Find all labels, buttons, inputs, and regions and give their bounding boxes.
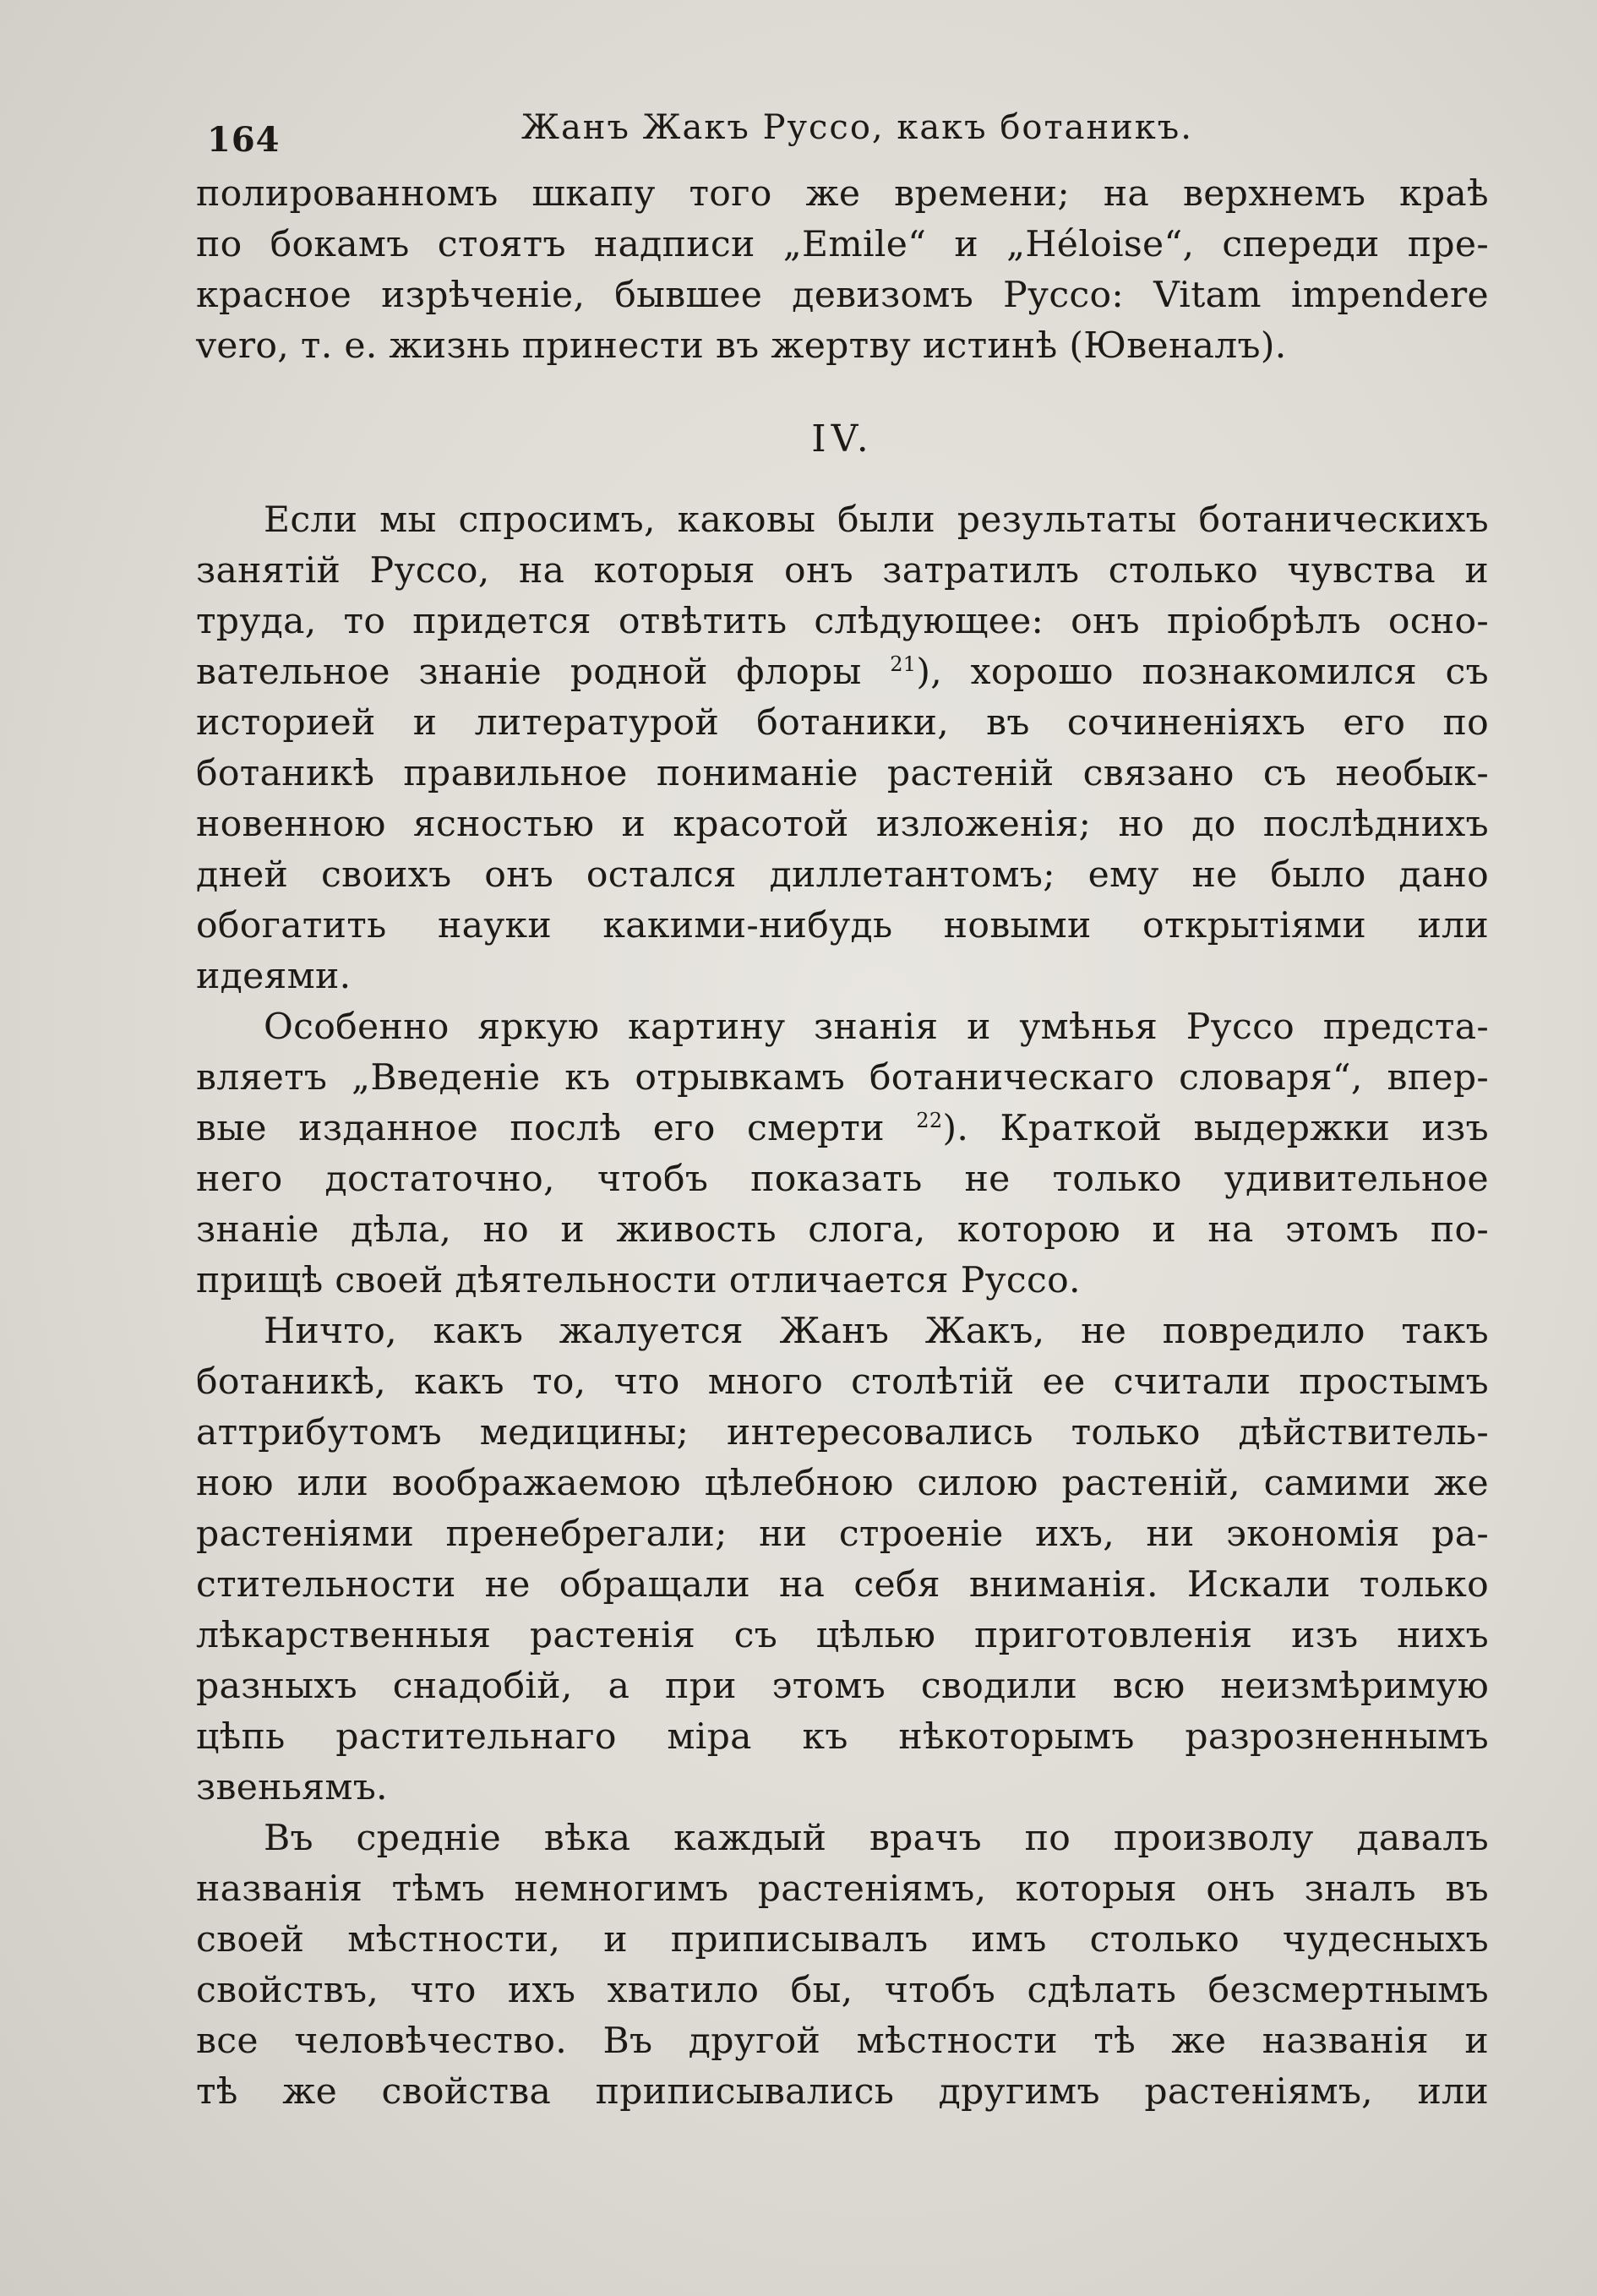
text-line: стительности не обращали на себя вниманія. Искали только xyxy=(196,1564,1489,1606)
footnote-ref: 21 xyxy=(890,652,917,676)
text-line: знаніе дѣла, но и живость слога, которою и на этомъ по- xyxy=(196,1209,1489,1251)
text-line: тѣ же свойства приписывались другимъ растеніямъ, или xyxy=(196,2071,1489,2113)
text-line: труда, то придется отвѣтить слѣдующее: онъ пріобрѣлъ осно- xyxy=(196,601,1489,642)
text-line: него достаточно, чтобъ показать не только удивительное xyxy=(196,1159,1489,1200)
text-line: названія тѣмъ немногимъ растеніямъ, которыя онъ зналъ въ xyxy=(196,1868,1489,1910)
text-line: историей и литературой ботаники, въ сочиненіяхъ его по xyxy=(196,702,1489,744)
text-line: ботаникѣ, какъ то, что много столѣтій ее считали простымъ xyxy=(196,1361,1489,1403)
text-line: новенною ясностью и красотой изложенія; но до послѣднихъ xyxy=(196,804,1489,845)
text-line: vero, т. е. жизнь принести въ жертву истинѣ (Ювеналъ). xyxy=(196,325,1287,367)
page-number: 164 xyxy=(207,120,281,160)
text-fragment: ), хорошо познакомился съ xyxy=(916,652,1489,693)
text-line: занятій Руссо, на которыя онъ затратилъ столько чувства и xyxy=(196,550,1489,592)
text-line: Если мы спросимъ, каковы были результаты ботаническихъ xyxy=(264,499,1489,541)
intro-paragraph xyxy=(196,169,1489,372)
text-line: звеньямъ. xyxy=(196,1767,388,1808)
text-line: растеніями пренебрегали; ни строеніе ихъ, ни экономія ра- xyxy=(196,1513,1489,1555)
text-line: обогатить науки какими-нибудь новыми открытіями или xyxy=(196,905,1489,946)
paragraph-introduction xyxy=(196,1002,1489,1306)
text-line: разныхъ снадобій, а при этомъ сводили всю неизмѣримую xyxy=(196,1666,1489,1707)
text-line: по бокамъ стоятъ надписи „Emile“ и „Héloise“, спереди пре- xyxy=(196,224,1489,265)
text-line: ною или воображаемою цѣлебною силою растеній, самими же xyxy=(196,1463,1489,1504)
text-line: красное изрѣченіе, бывшее девизомъ Руссо: Vitam impendere xyxy=(196,275,1489,316)
text-line-with-footnote xyxy=(196,1104,1489,1154)
text-line: идеями. xyxy=(196,956,352,997)
text-line: ботаникѣ правильное пониманіе растеній связано съ необык- xyxy=(196,753,1489,794)
text-line: лѣкарственныя растенія съ цѣлью приготовленія изъ нихъ xyxy=(196,1615,1489,1656)
text-line: дней своихъ онъ остался диллетантомъ; ему не было дано xyxy=(196,854,1489,896)
paragraph-results xyxy=(196,495,1489,1002)
text-line: свойствъ, что ихъ хватило бы, чтобъ сдѣлать безсмертнымъ xyxy=(196,1970,1489,2011)
text-line: своей мѣстности, и приписывалъ имъ столько чудесныхъ xyxy=(196,1919,1489,1961)
text-fragment: вательное знаніе родной флоры xyxy=(196,652,862,693)
text-line: цѣпь растительнаго міра къ нѣкоторымъ разрозненнымъ xyxy=(196,1716,1489,1758)
text-line: прищѣ своей дѣятельности отличается Руссо. xyxy=(196,1260,1081,1301)
page-header xyxy=(207,108,1221,176)
paragraph-medicine xyxy=(196,1306,1489,1813)
text-line-with-footnote xyxy=(196,647,1489,698)
section-heading: IV. xyxy=(811,417,874,461)
text-line: Ничто, какъ жалуется Жанъ Жакъ, не повредило такъ xyxy=(264,1311,1489,1352)
text-line: Особенно яркую картину знанія и умѣнья Руссо предста- xyxy=(264,1006,1489,1048)
text-line: полированномъ шкапу того же времени; на верхнемъ краѣ xyxy=(196,173,1489,215)
text-fragment: ). Краткой выдержки изъ xyxy=(942,1108,1490,1149)
text-fragment: вые изданное послѣ его смерти xyxy=(196,1108,885,1149)
text-line: вляетъ „Введеніе къ отрывкамъ ботаническаго словаря“, впер- xyxy=(196,1057,1489,1099)
footnote-ref: 22 xyxy=(916,1108,943,1132)
text-line: Въ средніе вѣка каждый врачъ по произволу давалъ xyxy=(264,1818,1489,1859)
text-line: аттрибутомъ медицины; интересовались только дѣйствитель- xyxy=(196,1412,1489,1453)
paragraph-middle-ages xyxy=(196,1813,1489,2118)
text-line: все человѣчество. Въ другой мѣстности тѣ же названія и xyxy=(196,2021,1489,2062)
running-title: Жанъ Жакъ Руссо, какъ ботаникъ. xyxy=(521,108,1193,147)
page-body xyxy=(196,169,1489,2118)
